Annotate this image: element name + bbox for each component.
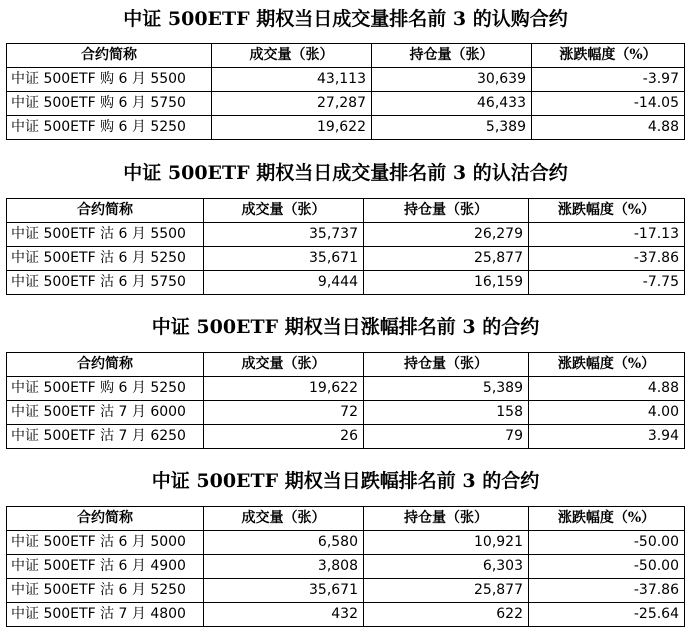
cell-contract-name: 中证 500ETF 沽 6 月 5500 (7, 223, 204, 247)
table-row (7, 247, 685, 271)
cell-volume: 19,622 (204, 377, 364, 401)
cell-change-pct: 4.00 (529, 401, 685, 425)
cell-contract-name: 中证 500ETF 沽 6 月 5250 (7, 579, 204, 603)
cell-contract-name: 中证 500ETF 沽 7 月 4800 (7, 603, 204, 627)
header-open-interest: 持仓量（张） (372, 44, 532, 68)
cell-contract-name: 中证 500ETF 购 6 月 5750 (7, 92, 212, 116)
section-title: 中证 500ETF 期权当日涨幅排名前 3 的合约 (151, 316, 540, 338)
data-table (6, 198, 685, 295)
cell-change-pct: -14.05 (532, 92, 685, 116)
table-row (7, 555, 685, 579)
table-row (7, 271, 685, 295)
cell-contract-name: 中证 500ETF 沽 6 月 5250 (7, 247, 204, 271)
section-title: 中证 500ETF 期权当日成交量排名前 3 的认沽合约 (123, 162, 568, 184)
table-row (7, 603, 685, 627)
cell-volume: 6,580 (204, 531, 364, 555)
cell-volume: 26 (204, 425, 364, 449)
cell-contract-name: 中证 500ETF 购 6 月 5500 (7, 68, 212, 92)
header-contract-name: 合约简称 (7, 353, 204, 377)
data-table (6, 352, 685, 449)
header-contract-name: 合约简称 (7, 44, 212, 68)
table-row (7, 116, 685, 140)
cell-open-interest: 5,389 (364, 377, 529, 401)
cell-open-interest: 6,303 (364, 555, 529, 579)
cell-open-interest: 25,877 (364, 247, 529, 271)
cell-open-interest: 5,389 (372, 116, 532, 140)
cell-contract-name: 中证 500ETF 沽 6 月 5750 (7, 271, 204, 295)
cell-volume: 432 (204, 603, 364, 627)
header-change-pct: 涨跌幅度（%） (529, 199, 685, 223)
header-open-interest: 持仓量（张） (364, 199, 529, 223)
header-change-pct: 涨跌幅度（%） (532, 44, 685, 68)
table-row (7, 401, 685, 425)
cell-volume: 3,808 (204, 555, 364, 579)
cell-open-interest: 25,877 (364, 579, 529, 603)
cell-open-interest: 16,159 (364, 271, 529, 295)
table-row (7, 579, 685, 603)
cell-contract-name: 中证 500ETF 沽 6 月 5000 (7, 531, 204, 555)
cell-change-pct: -25.64 (529, 603, 685, 627)
table-header-row (7, 507, 685, 531)
header-change-pct: 涨跌幅度（%） (529, 507, 685, 531)
cell-volume: 72 (204, 401, 364, 425)
cell-volume: 43,113 (212, 68, 372, 92)
cell-contract-name: 中证 500ETF 沽 6 月 4900 (7, 555, 204, 579)
header-contract-name: 合约简称 (7, 199, 204, 223)
cell-open-interest: 622 (364, 603, 529, 627)
cell-open-interest: 158 (364, 401, 529, 425)
table-row (7, 531, 685, 555)
cell-open-interest: 30,639 (372, 68, 532, 92)
table-row (7, 377, 685, 401)
table-header-row (7, 353, 685, 377)
section-title: 中证 500ETF 期权当日跌幅排名前 3 的合约 (151, 470, 540, 492)
cell-volume: 19,622 (212, 116, 372, 140)
header-open-interest: 持仓量（张） (364, 507, 529, 531)
table-header-row (7, 44, 685, 68)
table-header-row (7, 199, 685, 223)
cell-change-pct: 3.94 (529, 425, 685, 449)
cell-volume: 35,671 (204, 579, 364, 603)
cell-volume: 35,737 (204, 223, 364, 247)
header-volume: 成交量（张） (204, 507, 364, 531)
cell-contract-name: 中证 500ETF 沽 7 月 6250 (7, 425, 204, 449)
data-table (6, 506, 685, 627)
header-volume: 成交量（张） (212, 44, 372, 68)
cell-change-pct: -17.13 (529, 223, 685, 247)
cell-contract-name: 中证 500ETF 沽 7 月 6000 (7, 401, 204, 425)
header-volume: 成交量（张） (204, 199, 364, 223)
cell-change-pct: -37.86 (529, 579, 685, 603)
cell-change-pct: -3.97 (532, 68, 685, 92)
cell-change-pct: 4.88 (532, 116, 685, 140)
header-open-interest: 持仓量（张） (364, 353, 529, 377)
table-row (7, 92, 685, 116)
cell-change-pct: -7.75 (529, 271, 685, 295)
header-change-pct: 涨跌幅度（%） (529, 353, 685, 377)
cell-volume: 9,444 (204, 271, 364, 295)
table-row (7, 425, 685, 449)
cell-contract-name: 中证 500ETF 购 6 月 5250 (7, 116, 212, 140)
cell-open-interest: 46,433 (372, 92, 532, 116)
cell-volume: 27,287 (212, 92, 372, 116)
cell-open-interest: 79 (364, 425, 529, 449)
cell-change-pct: -37.86 (529, 247, 685, 271)
cell-change-pct: 4.88 (529, 377, 685, 401)
cell-volume: 35,671 (204, 247, 364, 271)
section-title: 中证 500ETF 期权当日成交量排名前 3 的认购合约 (123, 8, 568, 30)
cell-open-interest: 26,279 (364, 223, 529, 247)
cell-change-pct: -50.00 (529, 531, 685, 555)
cell-open-interest: 10,921 (364, 531, 529, 555)
header-contract-name: 合约简称 (7, 507, 204, 531)
header-volume: 成交量（张） (204, 353, 364, 377)
data-table (6, 43, 685, 140)
table-row (7, 223, 685, 247)
cell-contract-name: 中证 500ETF 购 6 月 5250 (7, 377, 204, 401)
cell-change-pct: -50.00 (529, 555, 685, 579)
table-row (7, 68, 685, 92)
